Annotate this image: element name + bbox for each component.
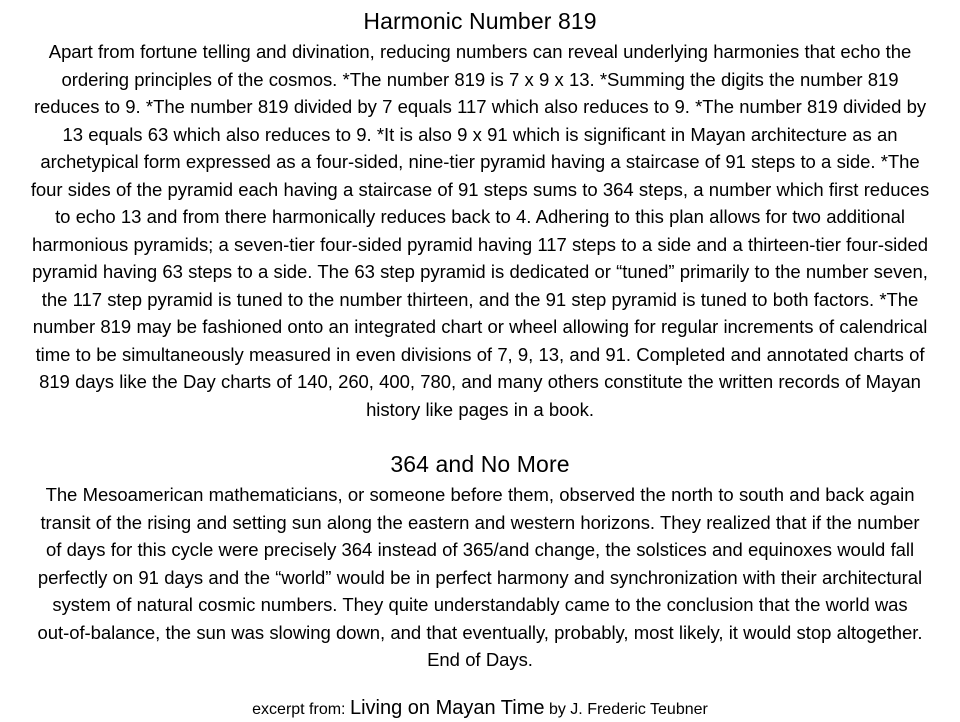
section2-title: 364 and No More — [390, 451, 570, 477]
credit-work-title: Living on Mayan Time — [349, 696, 545, 719]
section-364-and-no-more — [24, 449, 936, 674]
section1-body: Apart from fortune telling and divination, reducing numbers can reveal underlying harmonies that echo the ordering principles of the cosmos. *The number 819 is 7 x 9 x 13. *Summing the digits the number 819 reduces to 9. *The number 819 divided by 7 equals 117 which also reduces to 9. *The number 819 divided by 13 equals 63 which also reduces to 9. *It is also 9 x 91 which is significant in Mayan architecture as an archetypical form expressed as a four-sided, nine-tier pyramid having a staircase of 91 steps to a side. *The four sides of the pyramid each having a staircase of 91 steps sums to 364 steps, a number which first reduces to echo 13 and from there harmonically reduces back to 4. Adhering to this plan allows for two additional harmonious pyramids; a seven-tier four-sided pyramid having 117 steps to a side and a thirteen-tier four-sided pyramid having 63 steps to a side. The 63 step pyramid is dedicated or “tuned” primarily to the number seven, the 117 step pyramid is tuned to the number thirteen, and the 91 step pyramid is tuned to both factors. *The number 819 may be fashioned onto an integrated chart or wheel allowing for regular increments of calendrical time to be simultaneously measured in even divisions of 7, 9, 13, and 91. Completed and annotated charts of 819 days like the Day charts of 140, 260, 400, 780, and many others constitute the written records of Mayan history like pages in a book. — [30, 41, 930, 420]
credit-prefix: excerpt from: — [252, 700, 346, 718]
section-harmonic-number-819 — [24, 6, 936, 423]
credit-author: by J. Frederic Teubner — [548, 700, 708, 718]
section-spacer — [24, 423, 936, 449]
excerpt-credit — [24, 696, 936, 722]
section1-title: Harmonic Number 819 — [363, 8, 597, 34]
section2-body: The Mesoamerican mathematicians, or someone before them, observed the north to south and back again transit of the rising and setting sun along the eastern and western horizons. They realized that if the number of days for this cycle were precisely 364 instead of 365/and change, the solstices and equinoxes would fall perfectly on 91 days and the “world” would be in perfect harmony and synchronization with their architectural system of natural cosmic numbers. They quite understandably came to the conclusion that the world was out-of-balance, the sun was slowing down, and that eventually, probably, most likely, it would stop altogether. End of Days. — [37, 484, 923, 670]
